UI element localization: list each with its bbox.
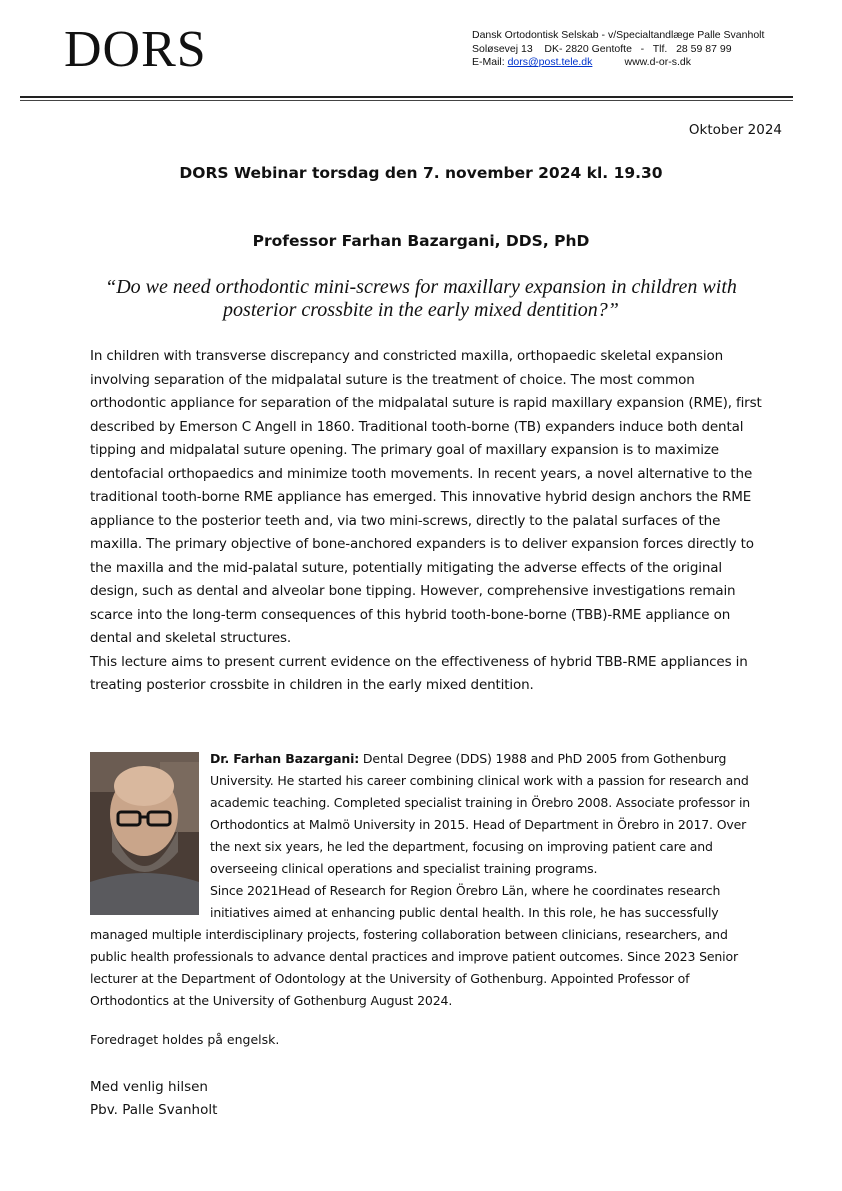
bio-name: Dr. Farhan Bazargani: — [210, 751, 360, 766]
letter-date: Oktober 2024 — [688, 122, 782, 138]
webinar-title: DORS Webinar torsdag den 7. november 2024 kl. 19.30 — [179, 164, 663, 182]
dors-logo: DORS — [64, 21, 207, 78]
email-link[interactable]: dors@post.tele.dk — [507, 56, 593, 68]
bio-text: Dental Degree (DDS) 1988 and PhD 2005 from Gothenburg University. He started his career combining clinical work with a passion for research and academic teaching. Completed specialist training in Örebro 2008. Associate professor in Orthodontics at Malmö University in 2015. Head of Department in Örebro in 2017. Over the next six years, he led the department, focusing on improving patient care and overseeing clinical operations and specialist training programs. — [210, 751, 751, 876]
address-line: Soløsevej 13 DK- 2820 Gentofte - Tlf. 28 59 87 99 — [472, 42, 732, 55]
photo-spacer — [90, 748, 210, 914]
bio-paragraph: Since 2021Head of Research for Region Örebro Län, where he coordinates research initiatives aimed at enhancing public dental health. In this role, he has successfully managed multiple interdisciplinary projects, fostering collaboration between clinicians, researchers, and public health professionals to advance dental practices and improve patient outcomes. Since 2023 Senior lecturer at the Department of Odontology at the University of Gothenburg. Appointed Professor of Orthodontics at the University of Gothenburg August 2024. — [90, 883, 738, 1008]
header-rule — [20, 96, 793, 98]
speaker-name: Professor Farhan Bazargani, DDS, PhD — [252, 232, 590, 250]
abstract-paragraph: This lecture aims to present current evidence on the effectiveness of hybrid TBB-RME appliances in treating posterior crossbite in children in the early mixed dentition. — [90, 653, 748, 693]
language-note: Foredraget holdes på engelsk. — [90, 1032, 280, 1047]
org-line: Dansk Ortodontisk Selskab - v/Specialtandlæge Palle Svanholt — [472, 29, 765, 41]
header-rule-thin — [20, 100, 793, 101]
signature: Pbv. Palle Svanholt — [90, 1102, 218, 1118]
closing-block — [90, 1076, 217, 1122]
website-text: www.d-or-s.dk — [624, 56, 691, 68]
speaker-bio — [90, 748, 766, 1012]
letterhead-contact — [472, 29, 764, 70]
abstract — [90, 345, 766, 698]
lecture-title-quote: “Do we need orthodontic mini-screws for maxillary expansion in children with posterior crossbite in the early mixed dentition?” — [105, 276, 737, 321]
email-label: E-Mail: — [472, 56, 508, 68]
closing-greeting: Med venlig hilsen — [90, 1079, 208, 1095]
abstract-paragraph: In children with transverse discrepancy and constricted maxilla, orthopaedic skeletal expansion involving separation of the midpalatal suture is the treatment of choice. The most common orthodontic appliance for separation of the midpalatal suture is rapid maxillary expansion (RME), first described by Emerson C Angell in 1860. Traditional tooth-borne (TB) expanders induce both dental tipping and midpalatal suture opening. The primary goal of maxillary expansion is to maximize dentofacial orthopaedics and minimize tooth movements. In recent years, a novel alternative to the traditional tooth-borne RME appliance has emerged. This innovative hybrid design anchors the RME appliance to the posterior teeth and, via two mini-screws, directly to the palatal surfaces of the maxilla. The primary objective of bone-anchored expanders is to deliver expansion forces directly to the maxilla and the mid-palatal suture, potentially mitigating the adverse effects of the original design, such as dental and alveolar bone tipping. However, comprehensive investigations remain scarce into the long-term consequences of this hybrid tooth-bone-borne (TBB)-RME appliance on dental and skeletal structures. — [90, 348, 762, 646]
